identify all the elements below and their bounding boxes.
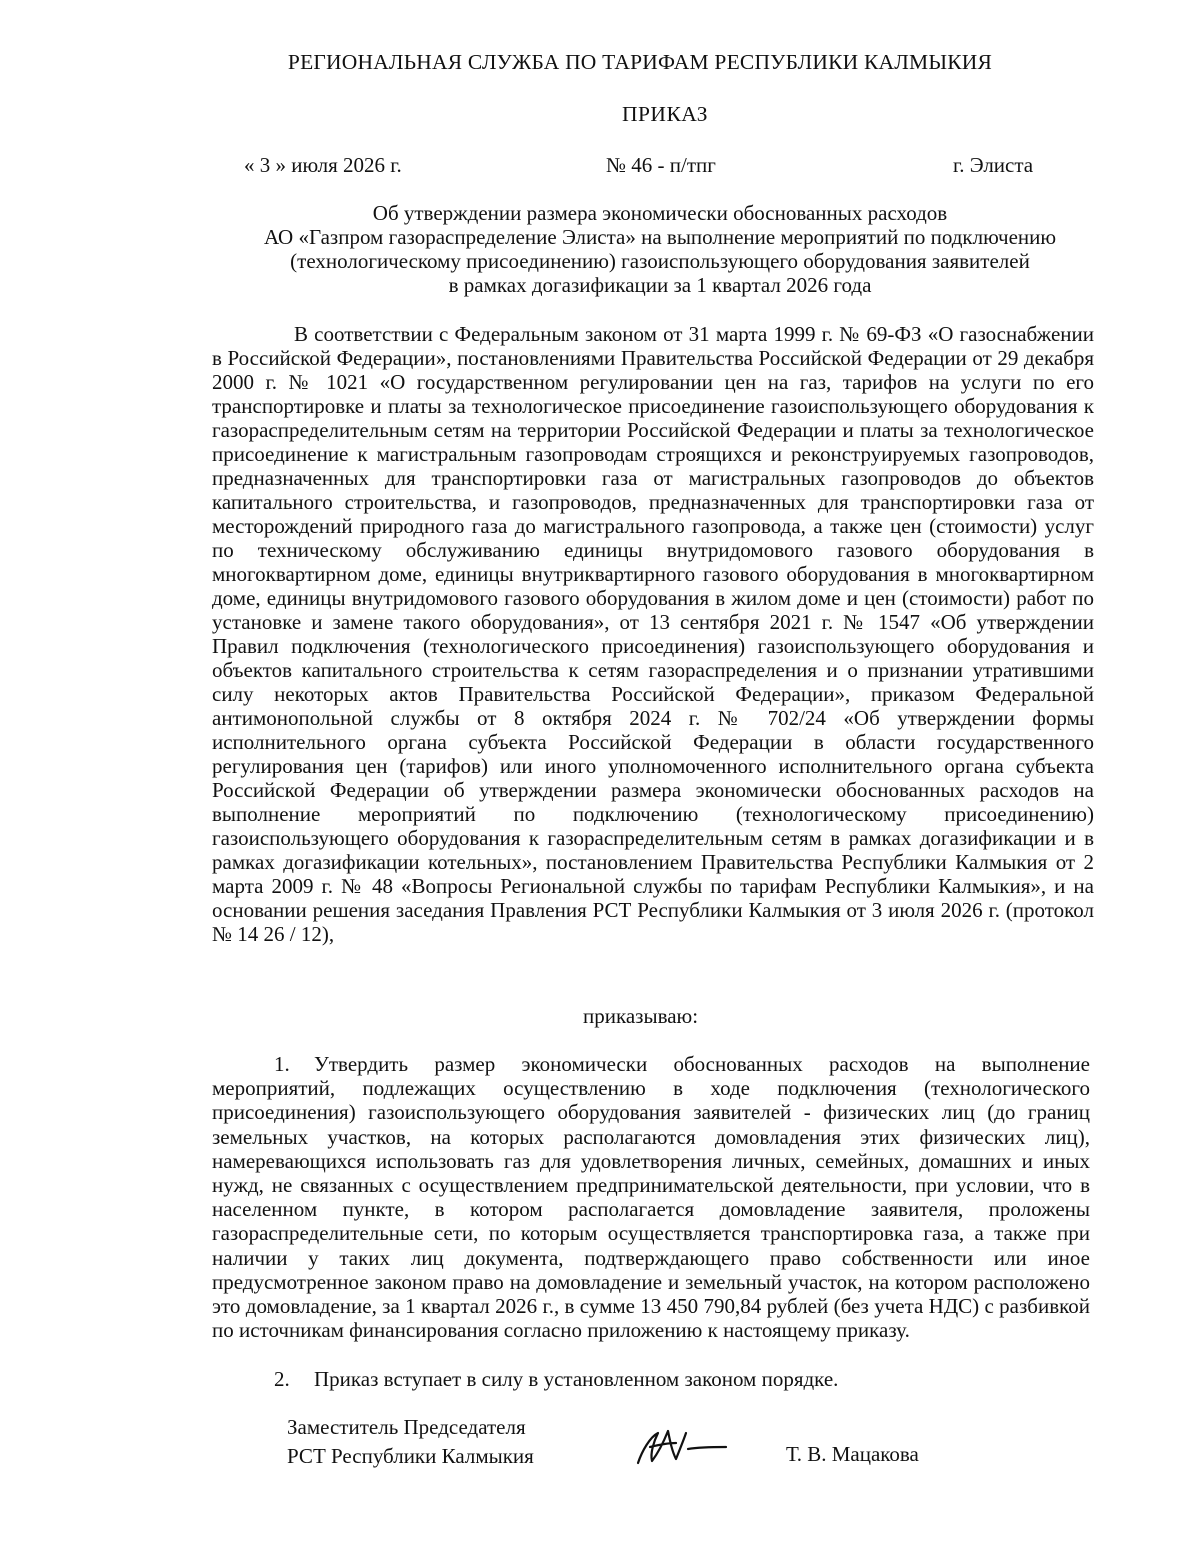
document-date: « 3 » июля 2026 г. (244, 153, 402, 177)
item-number: 2. (274, 1367, 290, 1391)
order-item-1 (212, 1052, 1090, 1342)
order-word: приказываю: (583, 1004, 699, 1028)
subject-line: в рамках догазификации за 1 квартал 2026 года (448, 273, 872, 297)
subject-line: (технологическому присоединению) газоиспользующего оборудования заявителей (290, 249, 1030, 273)
item-number: 1. (274, 1052, 290, 1076)
preamble-paragraph: В соответствии с Федеральным законом от 31 марта 1999 г. № 69-ФЗ «О газоснабжении в Российской Федерации», постановлениями Правительства Российской Федерации от 29 декабря 2000 г. № 1021 «О государственном регулировании цен на газ, тарифов на услуги по его транспортировке и платы за технологическое присоединение газоиспользующего оборудования к газораспределительным сетям на территории Российской Федерации и платы за технологическое присоединение к магистральным газопроводам строящихся и реконструируемых газопроводов, предназначенных для транспортировки газа от магистральных газопроводов до объектов капитального строительства, и газопроводов, предназначенных для транспортировки газа от месторождений природного газа до магистрального газопровода, а также цен (стоимости) услуг по техническому обслуживанию единицы внутридомового газового оборудования в многоквартирном доме, единицы внутриквартирного газового оборудования в многоквартирном доме, единицы внутридомового газового оборудования в жилом доме и цен (стоимости) работ по установке и замене такого оборудования», от 13 сентября 2021 г. № 1547 «Об утверждении Правил подключения (технологического присоединения) газоиспользующего оборудования и объектов капитального строительства к сетям газораспределения и о признании утратившими силу некоторых актов Правительства Российской Федерации», приказом Федеральной антимонопольной службы от 8 октября 2024 г. № 702/24 «Об утверждении формы исполнительного органа субъекта Российской Федерации в области государственного регулирования цен (тарифов) или иного уполномоченного исполнительного органа субъекта Российской Федерации об утверждении размера экономически обоснованных расходов на выполнение мероприятий по подключению (технологическому присоединению) газоиспользующего оборудования к газораспределительным сетям в рамках догазификации и в рамках догазификации котельных», постановлением Правительства Республики Калмыкия от 2 марта 2009 г. № 48 «Вопросы Региональной службы по тарифам Республики Калмыкия», и на основании решения заседания Правления РСТ Республики Калмыкия от 3 июля 2026 г. (протокол № 14 26 / 12), (212, 322, 1094, 946)
organization-name: РЕГИОНАЛЬНАЯ СЛУЖБА ПО ТАРИФАМ РЕСПУБЛИКИ КАЛМЫКИЯ (287, 50, 993, 74)
item-text: Утвердить размер экономически обоснованных расходов на выполнение мероприятий, подлежащих осуществлению в ходе подключения (технологического присоединения) газоиспользующего оборудования заявителей - физических лиц (до границ земельных участков, на которых располагаются домовладения этих физических лиц), намеревающихся использовать газ для удовлетворения личных, семейных, домашних и иных нужд, не связанных с осуществлением предпринимательской деятельности, при условии, что в населенном пункте, в котором располагается домовладение заявителя, проложены газораспределительные сети, по которым осуществляется транспортировка газа, а также при наличии у таких лиц документа, подтверждающего право собственности или иное предусмотренное законом право на домовладение и земельный участок, на котором расположено это домовладение, за 1 квартал 2026 г., в сумме 13 450 790,84 рублей (без учета НДС) с разбивкой по источникам финансирования согласно приложению к настоящему приказу. (212, 1052, 1090, 1343)
signer-name: Т. В. Мацакова (786, 1442, 919, 1466)
signer-position-line: Заместитель Председателя (287, 1415, 526, 1439)
signer-position-line: РСТ Республики Калмыкия (287, 1444, 534, 1468)
handwritten-signature-icon (628, 1423, 728, 1471)
signer-position (287, 1413, 534, 1471)
document-number: № 46 - п/тпг (606, 153, 716, 177)
document-city: г. Элиста (953, 153, 1034, 177)
subject-line: АО «Газпром газораспределение Элиста» на выполнение мероприятий по подключению (263, 225, 1057, 249)
subject-line: Об утверждении размера экономически обоснованных расходов (372, 201, 948, 225)
document-type: ПРИКАЗ (621, 102, 709, 126)
document-subject (212, 201, 1108, 297)
order-item-2 (274, 1367, 838, 1392)
item-text: Приказ вступает в силу в установленном законом порядке. (314, 1367, 839, 1391)
